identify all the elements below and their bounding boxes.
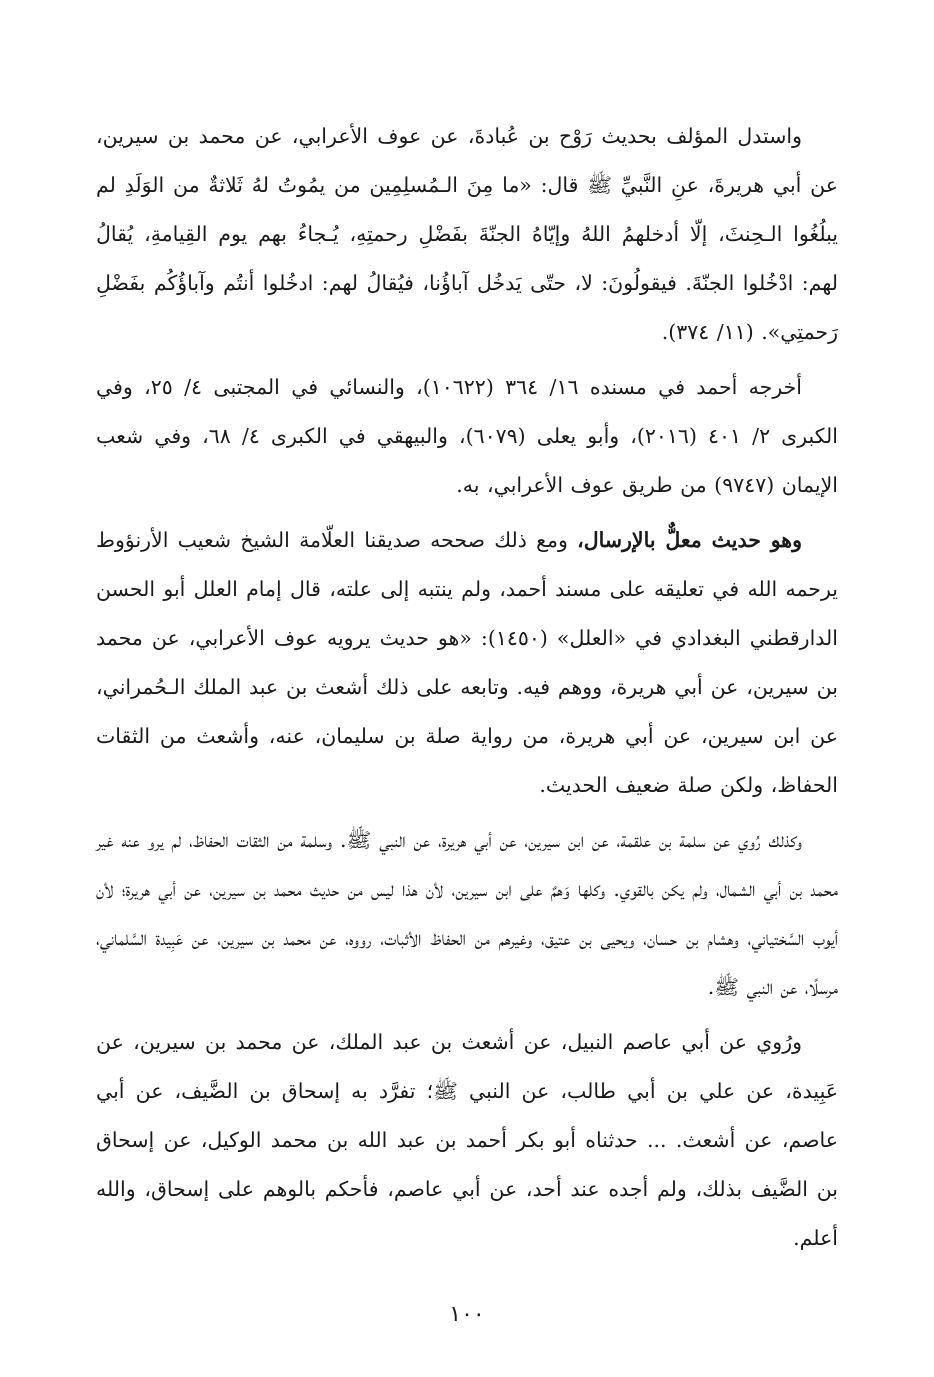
page-number: ١٠٠ — [449, 1302, 485, 1327]
paragraph-salamah: وكذلك رُوي عن سلمة بن علقمة، عن ابن سيرين، عن أبي هريرة، عن النبي ﷺ. وسلمة من الثقات الحفاظ، لم يرو عنه غير محمد بن أبي الشمال، ولم يكن بالقوي. وكلها وَهمٌ على ابن سيرين، لأن هذا ليس من حديث محمد بن سيرين، عن أبي هريرة؛ لأن أيوب السَّختياني، وهشام بن حسان، ويحيى بن عتيق، وغيرهم من الحفاظ الأثبات، رووه، عن محمد بن سيرين، عن عَبِيدة السَّلماني، مرسلًا، عن النبي ﷺ. — [96, 828, 838, 999]
paragraph-abu-asim: ورُوي عن أبي عاصم النبيل، عن أشعث بن عبد الملك، عن محمد بن سيرين، عن عَبِيدة، عن علي بن أبي طالب، عن النبي ﷺ؛ تفرَّد به إسحاق بن الضَّيف، عن أبي عاصم، عن أشعث. ... حدثناه أبو بكر أحمد بن عبد الله بن محمد الوكيل، عن إسحاق بن الضَّيف بذلك، ولم أجده عند أحد، عن أبي عاصم، فأحكم بالوهم على إسحاق، والله أعلم. — [96, 1030, 838, 1250]
paragraph-illah — [96, 516, 838, 810]
document-page — [96, 112, 838, 1352]
paragraph-author-evidence: واستدل المؤلف بحديث رَوْح بن عُبادةَ، عن عوف الأعرابي، عن محمد بن سيرين، عن أبي هريرةَ، عنِ النَّبيِّ ﷺ قال: «ما مِنَ الـمُسلِمِين من يمُوتُ لهُ ثَلاثةٌ من الوَلَدِ لم يبلُغُوا الـحِنثَ، إلّا أدخلهمُ اللهُ وإيّاهُ الجنّةَ بفَضْلِ رحمتِهِ، يُـجاءُ بهم يوم القِيامةِ، يُقالُ لهم: ادْخُلوا الجنّةَ. فيقولُونَ: لا، حتّى يَدخُل آباؤُنا، فيُقالُ لهم: ادخُلوا أنتُم وآباؤُكُم بفَضْلِ رَحمتِي». (١١/ ٣٧٤). — [96, 124, 838, 344]
paragraph-illah-lead: وهو حديث معلٌّ بالإرسال، — [577, 528, 802, 552]
paragraph-takhrij: أخرجه أحمد في مسنده ١٦/ ٣٦٤ (١٠٦٢٢)، والنسائي في المجتبى ٤/ ٢٥، وفي الكبرى ٢/ ٤٠١ (٢٠١٦)، وأبو يعلى (٦٠٧٩)، والبيهقي في الكبرى ٤/ ٦٨، وفي شعب الإيمان (٩٧٤٧) من طريق عوف الأعرابي، به. — [96, 375, 838, 497]
paragraph-illah-body: ومع ذلك صححه صديقنا العلّامة الشيخ شعيب الأرنؤوط يرحمه الله في تعليقه على مسند أحمد، ولم ينتبه إلى علته، قال إمام العلل أبو الحسن الدارقطني البغدادي في «العلل» (١٤٥٠): «هو حديث يرويه عوف الأعرابي، عن محمد بن سيرين، عن أبي هريرة، ووهم فيه. وتابعه على ذلك أشعث بن عبد الملك الـحُمراني، عن ابن سيرين، عن أبي هريرة، من رواية صلة بن سليمان، عنه، وأشعث من الثقات الحفاظ، ولكن صلة ضعيف الحديث. — [96, 528, 838, 797]
